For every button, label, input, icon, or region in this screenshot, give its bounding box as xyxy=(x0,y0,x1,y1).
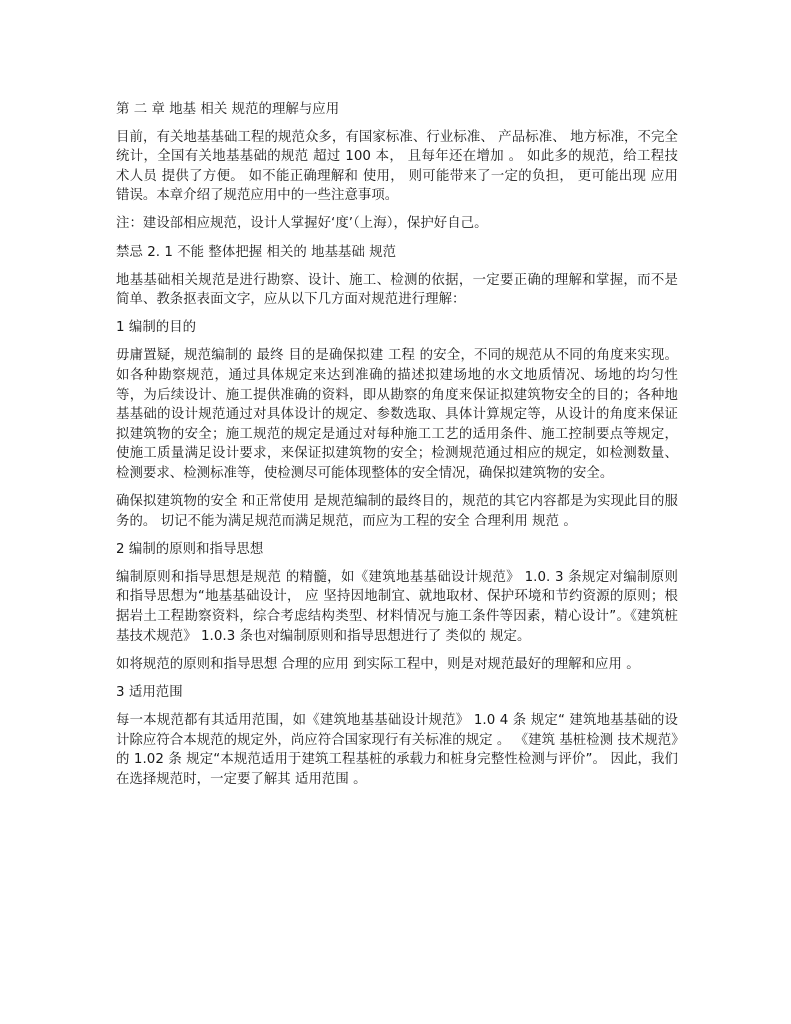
subsection-3-title: 3 适用范围 xyxy=(116,684,183,700)
subsection-2-paragraph-2: 如将规范的原则和指导思想 合理的应用 到实际工程中，则是对规范最好的理解和应用 。 xyxy=(116,656,640,672)
note-paragraph: 注：建设部相应规范，设计人掌握好‘度’（上海），保护好自己。 xyxy=(116,216,488,232)
subsection-3-paragraph-1: 每一本规范都有其适用范围，如《建筑地基基础设计规范》 1.0 4 条 规定“ 建筑地基基础的设计除应符合本规范的规定外，尚应符合国家现行有关标准的规定 。 《建筑 基桩检测 技术规范》的 1.02 条 规定“本规范适用于建筑工程基桩的承载力和桩身完整性检测与评价”。 因此，我们在选择规范时，一定要了解其 适用范围 。 xyxy=(116,712,678,787)
section-title: 禁忌 2. 1 不能 整体把握 相关的 地基基础 规范 xyxy=(116,244,397,260)
intro-paragraph: 目前，有关地基基础工程的规范众多，有国家标准、行业标准、 产品标准、 地方标准，不完全统计，全国有关地基基础的规范 超过 100 本， 且每年还在增加 。 如此多的规范，给工程技术人员 提供了方便。 如不能正确理解和 使用， 则可能带来了一定的负担， 更可能出现 应用 错误。本章介绍了规范应用中的一些注意事项。 xyxy=(116,129,678,204)
subsection-1-paragraph-2: 确保拟建筑物的安全 和正常使用 是规范编制的最终目的，规范的其它内容都是为实现此目的服务的。 切记不能为满足规范而满足规范，而应为工程的安全 合理利用 规范 。 xyxy=(116,494,678,529)
chapter-title: 第 二 章 地基 相关 规范的理解与应用 xyxy=(116,102,340,117)
subsection-1-title: 1 编制的目的 xyxy=(116,320,197,336)
section-intro-paragraph: 地基基础相关规范是进行勘察、设计、施工、检测的依据，一定要正确的理解和掌握，而不是简单、教条抠表面文字，应从以下几方面对规范进行理解： xyxy=(116,272,678,308)
subsection-2-paragraph-1: 编制原则和指导思想是规范 的精髓，如《建筑地基基础设计规范》 1.0. 3 条规定对编制原则和指导思想为“地基基础设计， 应 坚持因地制宜、就地取材、保护环境和节约资源的原则；根据岩土工程勘察资料，综合考虑结构类型、材料情况与施工条件等因素，精心设计”。《建筑桩基技术规范》 1.0.3 条也对编制原则和指导思想进行了 类似的 规定。 xyxy=(116,569,678,644)
subsection-2-title: 2 编制的原则和指导思想 xyxy=(116,541,264,557)
subsection-1-paragraph-1: 毋庸置疑，规范编制的 最终 目的是确保拟建 工程 的安全，不同的规范从不同的角度来实现。 如各种勘察规范，通过具体规定来达到准确的描述拟建场地的水文地质情况、场地的均匀性等，为后续设计、施工提供准确的资料，即从勘察的角度来保证拟建筑物安全的目的；各种地基基础的设计规范通过对具体设计的规定、参数选取、具体计算规定等，从设计的角度来保证拟建筑物的安全；施工规范的规定是通过对每种施工工艺的适用条件、施工控制要点等规定，使施工质量满足设计要求，来保证拟建筑物的安全；检测规范通过相应的规定，如检测数量、检测要求、检测标准等，使检测尽可能体现整体的安全情况，确保拟建筑物的安全。 xyxy=(116,348,678,481)
document-page xyxy=(116,100,678,798)
